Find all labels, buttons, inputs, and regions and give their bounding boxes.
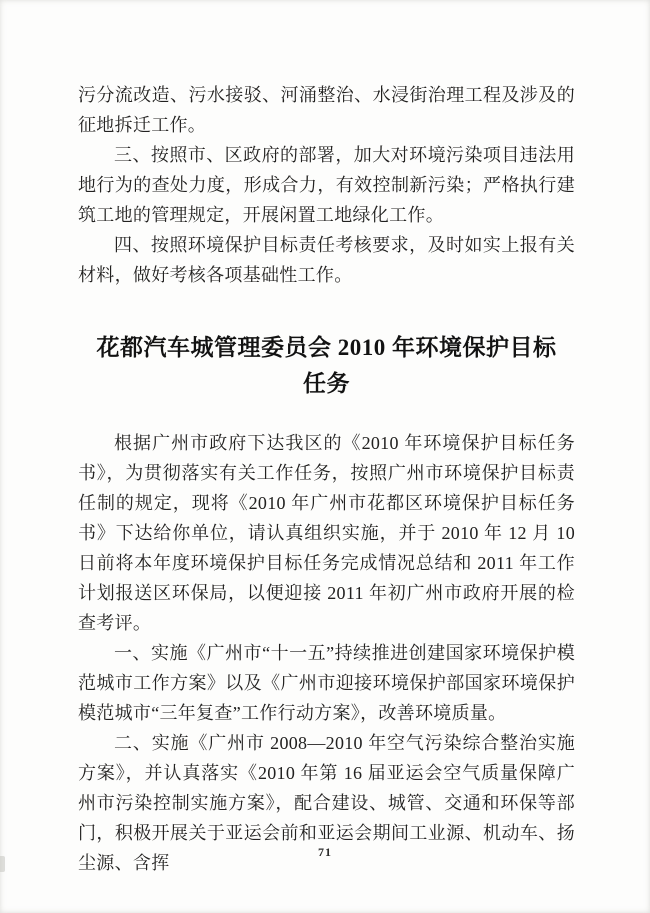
paragraph-item-four: 四、按照环境保护目标责任考核要求，及时如实上报有关材料，做好考核各项基础性工作。: [78, 235, 575, 285]
paragraph-item-three: 三、按照市、区政府的部署，加大对环境污染项目违法用地行为的查处力度，形成合力，有效控制新污染；严格执行建筑工地的管理规定，开展闲置工地绿化工作。: [78, 145, 575, 225]
paragraph-intro: 根据广州市政府下达我区的《2010 年环境保护目标任务书》，为贯彻落实有关工作任务，按照广州市环境保护目标责任制的规定，现将《2010 年广州市花都区环境保护目标任务书》下达给你单位，请认真组织实施，并于 2010 年 12 月 10 日前将本年度环境保护目标任务完成情况总结和 2011 年工作计划报送区环保局，以便迎接 2011 年初广州市政府开展的检查考评。: [78, 433, 575, 633]
document-content: [78, 80, 575, 878]
section-title: 花都汽车城管理委员会 2010 年环境保护目标任务: [96, 335, 557, 396]
paragraph-task-two: 二、实施《广州市 2008—2010 年空气污染综合整治实施方案》，并认真落实《2010 年第 16 届亚运会空气质量保障广州市污染控制实施方案》，配合建设、城管、交通和环保等部门，积极开展关于亚运会前和亚运会期间工业源、机动车、扬尘源、含挥: [78, 733, 575, 873]
paragraph-continuation: 污分流改造、污水接驳、河涌整治、水浸街治理工程及涉及的征地拆迁工作。: [78, 85, 575, 135]
page-number: 71: [318, 845, 332, 859]
paragraph-task-one: 一、实施《广州市“十一五”持续推进创建国家环境保护模范城市工作方案》以及《广州市迎接环境保护部国家环境保护模范城市“三年复查”工作行动方案》，改善环境质量。: [78, 643, 575, 723]
